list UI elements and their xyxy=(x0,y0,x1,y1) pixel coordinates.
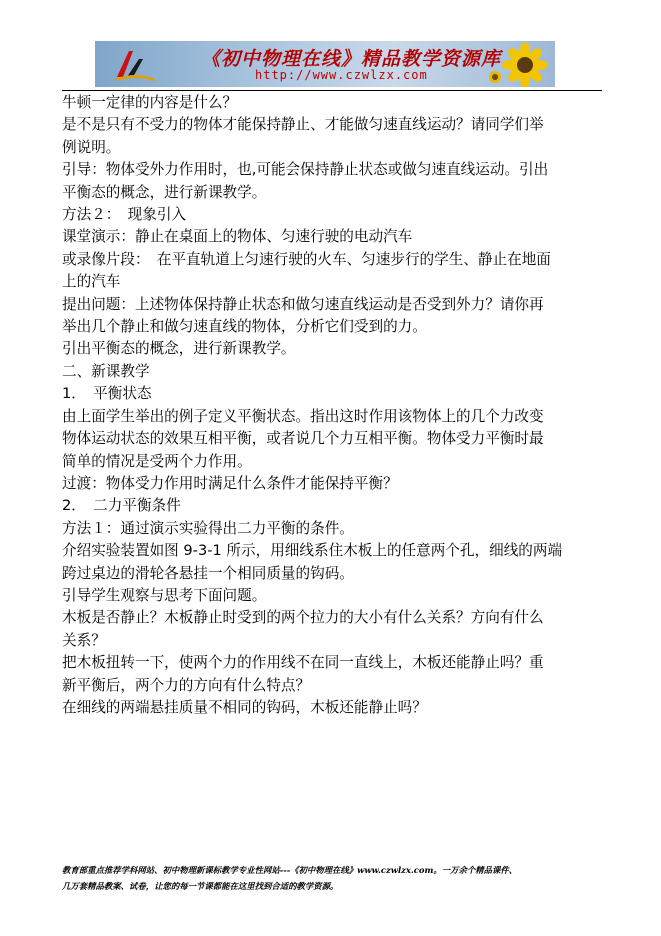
text-line: 简单的情况是受两个力作用。 xyxy=(62,452,252,470)
section-heading: 二、新课教学 xyxy=(62,362,150,380)
text-line: 在细线的两端悬挂质量不相同的钩码，木板还能静止吗？ xyxy=(62,698,427,716)
text-line: 由上面学生举出的例子定义平衡状态。指出这时作用该物体上的几个力改变 xyxy=(62,407,544,425)
document-body xyxy=(62,92,602,719)
text-line: 上的汽车 xyxy=(62,273,121,291)
text-line: 物体运动状态的效果互相平衡，或者说几个力互相平衡。物体受力平衡时最 xyxy=(62,430,544,448)
subsection-heading: 2． 二力平衡条件 xyxy=(62,497,181,515)
site-logo-icon xyxy=(113,47,157,83)
text-line: 过渡：物体受力作用时满足什么条件才能保持平衡？ xyxy=(62,474,398,492)
sunflower-icon xyxy=(485,43,551,87)
banner-url[interactable]: http://www.czwlzx.com xyxy=(255,68,428,82)
text-line: 平衡态的概念，进行新课教学。 xyxy=(62,183,267,201)
text-line: 介绍实验装置如图 9-3-1 所示，用细线系住木板上的任意两个孔，细线的两端 xyxy=(62,542,563,560)
text-line: 引导：物体受外力作用时，也,可能会保持静止状态或做匀速直线运动。引出 xyxy=(62,161,549,179)
text-line: 课堂演示：静止在桌面上的物体、匀速行驶的电动汽车 xyxy=(62,228,413,246)
text-line: 引出平衡态的概念，进行新课教学。 xyxy=(62,340,296,358)
text-line: 把木板扭转一下，使两个力的作用线不在同一直线上，木板还能静止吗？重 xyxy=(62,654,544,672)
text-line: 跨过桌边的滑轮各悬挂一个相同质量的钩码。 xyxy=(62,564,354,582)
footer-line: 教育部重点推荐学科网站、初中物理新课标教学专业性网站---《初中物理在线》www.czwlzx.com。一万余个精品课件、 xyxy=(62,865,518,875)
subsection-heading: 1． 平衡状态 xyxy=(62,385,152,403)
text-line: 关系？ xyxy=(62,631,106,649)
header-banner xyxy=(95,41,555,87)
text-line: 牛顿一定律的内容是什么？ xyxy=(62,94,238,111)
text-line: 例说明。 xyxy=(62,138,121,156)
text-line: 引导学生观察与思考下面问题。 xyxy=(62,586,267,604)
banner-title: 《初中物理在线》精品教学资源库 xyxy=(201,48,502,70)
page-footer xyxy=(62,862,607,894)
text-line: 是不是只有不受力的物体才能保持静止、才能做匀速直线运动？请同学们举 xyxy=(62,116,544,134)
text-line: 木板是否静止？木板静止时受到的两个拉力的大小有什么关系？方向有什么 xyxy=(62,609,544,627)
text-line: 或录像片段： 在平直轨道上匀速行驶的火车、匀速步行的学生、静止在地面 xyxy=(62,250,551,268)
text-line: 提出问题：上述物体保持静止状态和做匀速直线运动是否受到外力？请你再 xyxy=(62,295,544,313)
text-line: 方法１：通过演示实验得出二力平衡的条件。 xyxy=(62,519,354,537)
text-line: 方法２： 现象引入 xyxy=(62,206,187,224)
text-line: 新平衡后，两个力的方向有什么特点？ xyxy=(62,676,311,694)
header-rule xyxy=(62,90,602,91)
text-line: 举出几个静止和做匀速直线的物体，分析它们受到的力。 xyxy=(62,318,427,336)
footer-line: 几万套精品教案、试卷，让您的每一节课都能在这里找到合适的教学资源。 xyxy=(62,881,339,891)
